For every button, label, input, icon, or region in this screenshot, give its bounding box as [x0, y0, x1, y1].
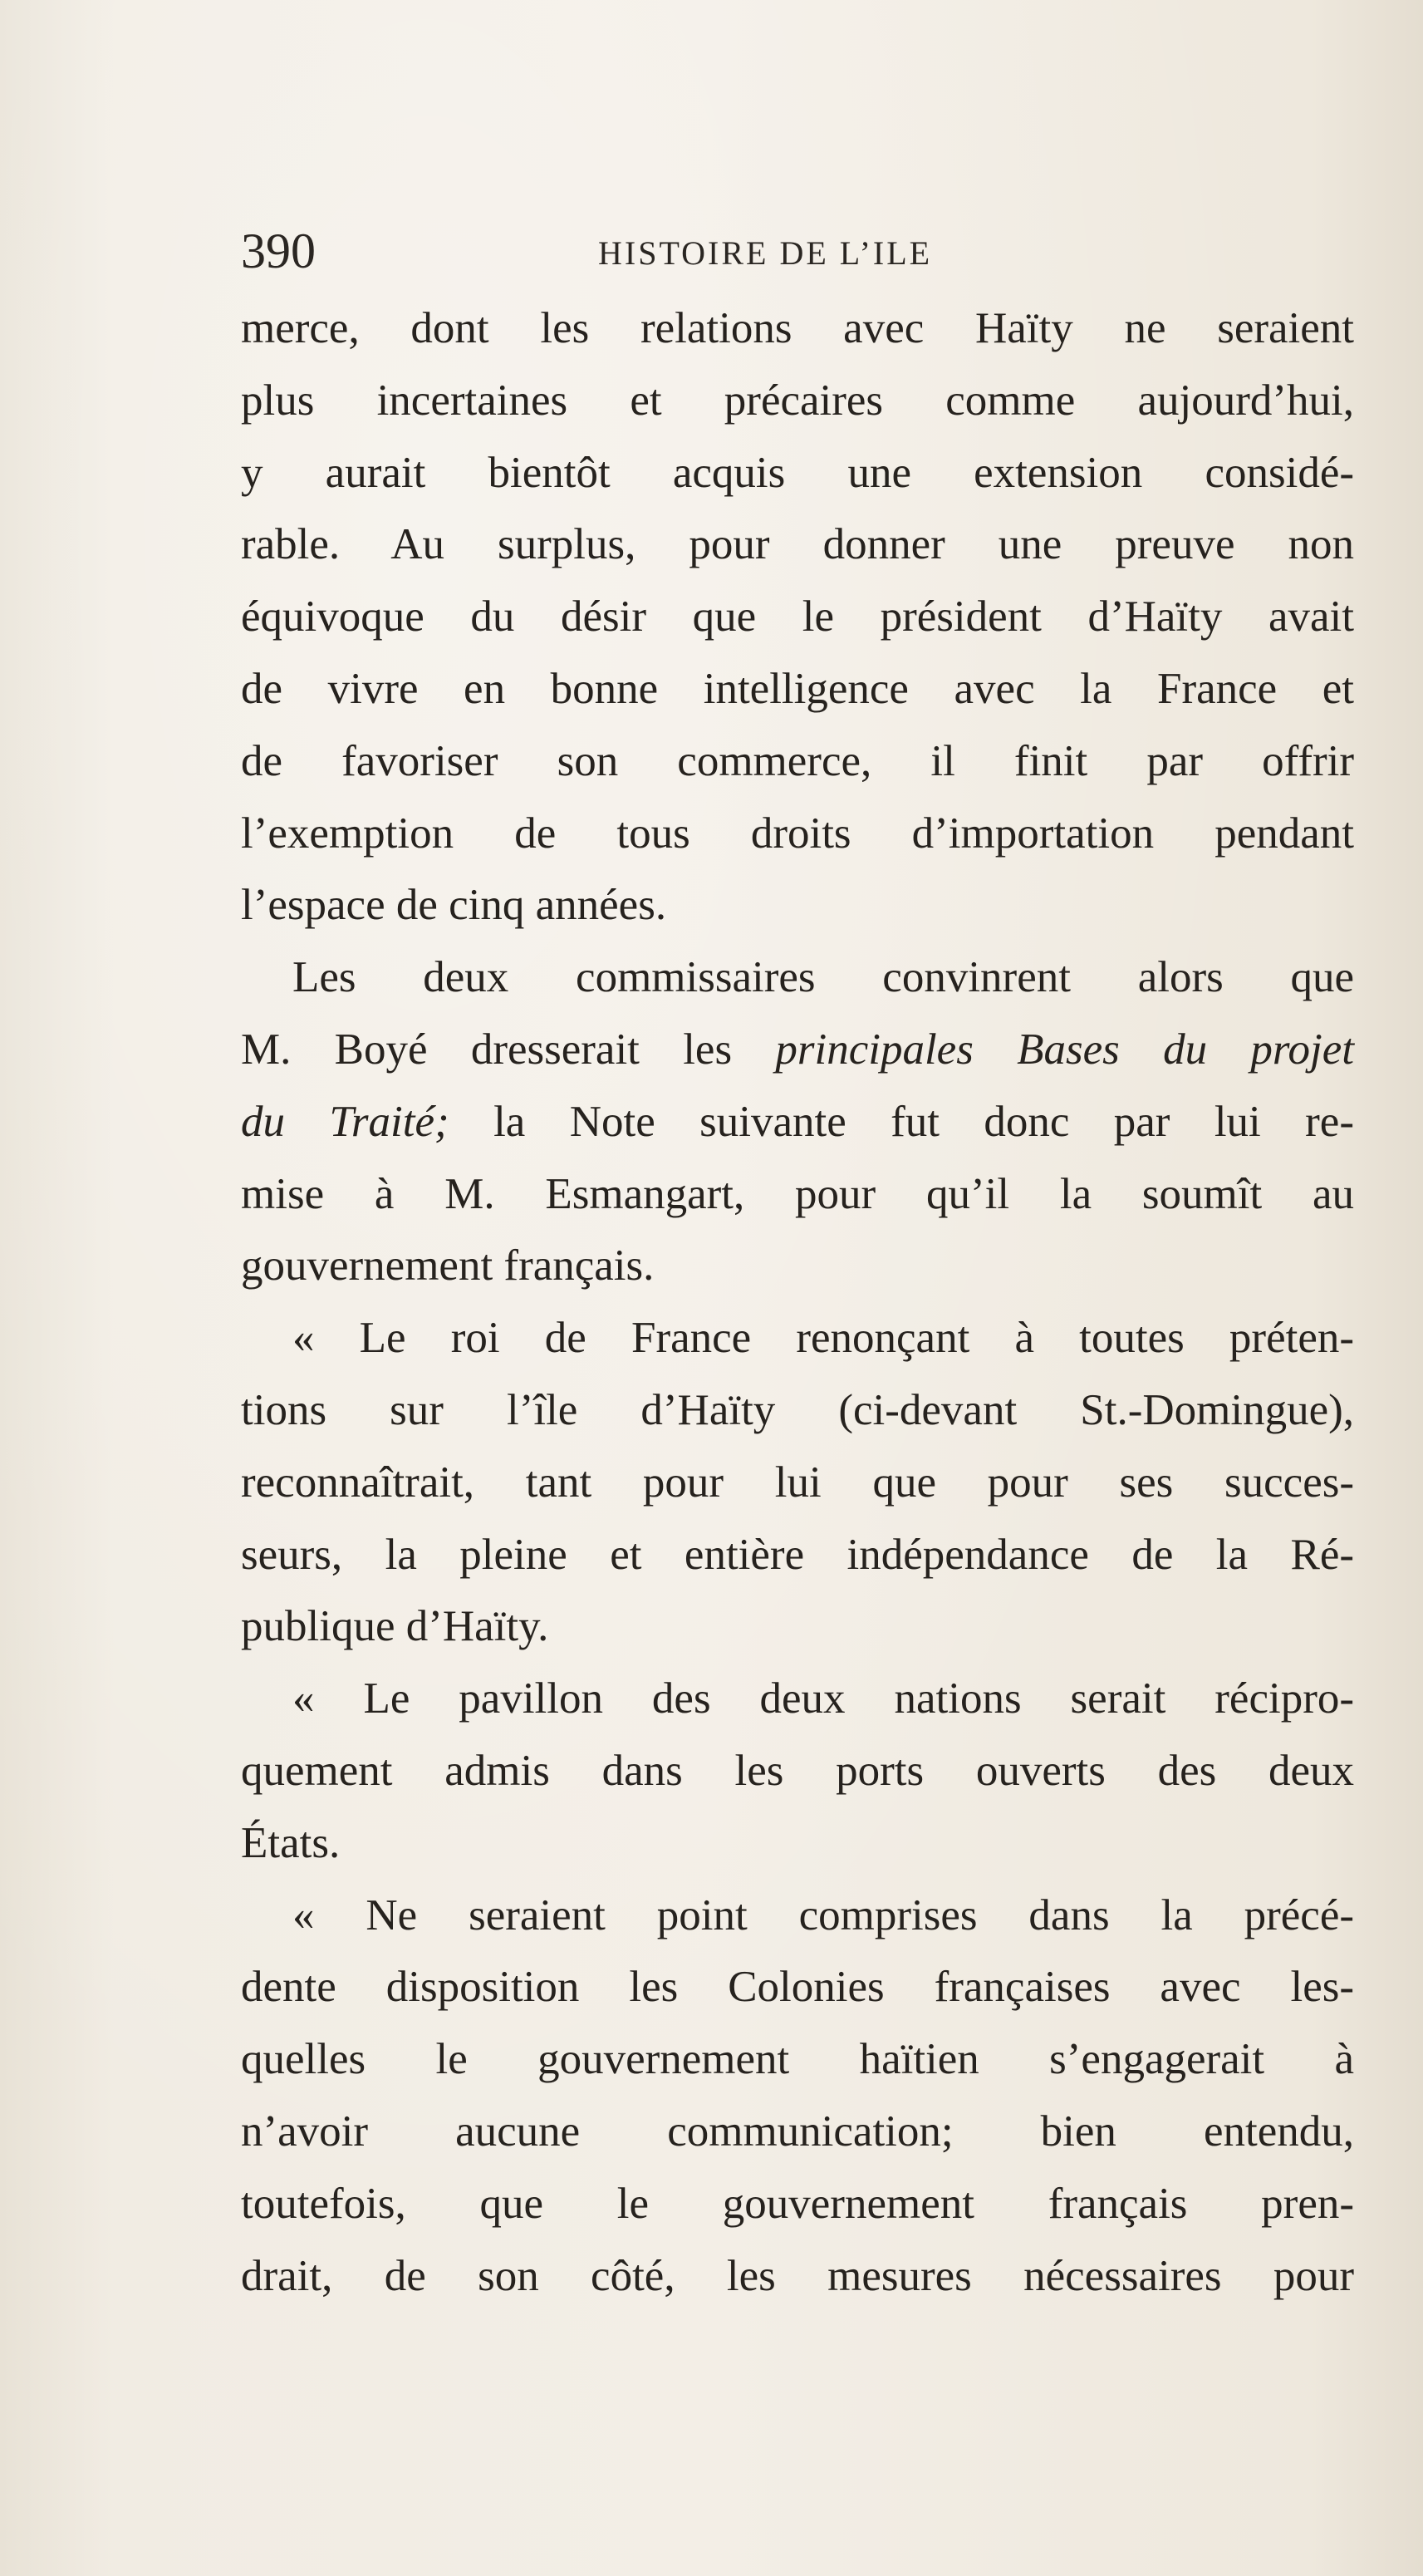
page-header — [241, 218, 1354, 284]
text-line: l’espace de cinq années. — [241, 881, 667, 930]
italic-text: du Traité; — [241, 1097, 449, 1146]
text-line: gouvernement français. — [241, 1241, 655, 1290]
text-line: quement admis dans les ports ouverts des deux — [241, 1746, 1354, 1795]
text-line: plus incertaines et précaires comme aujourd’hui, — [241, 376, 1354, 425]
text-line: toutefois, que le gouvernement français pren- — [241, 2179, 1354, 2228]
text-line: publique d’Haïty. — [241, 1602, 549, 1651]
page-number: 390 — [241, 224, 316, 278]
text-line: dente disposition les Colonies françaises avec les- — [241, 1963, 1354, 2012]
text-line: y aurait bientôt acquis une extension considé- — [241, 448, 1354, 497]
text-line: quelles le gouvernement haïtien s’engagerait à — [241, 2035, 1354, 2084]
text-line: tions sur l’île d’Haïty (ci-devant St.-Domingue), — [241, 1385, 1354, 1434]
running-head: HISTOIRE DE L’ILE — [598, 234, 933, 272]
body-text — [241, 293, 1354, 2312]
italic-text: principales Bases du projet — [775, 1025, 1354, 1074]
text-line: de favoriser son commerce, il finit par offrir — [241, 736, 1354, 785]
text-line: de vivre en bonne intelligence avec la France et — [241, 664, 1354, 713]
text-line: merce, dont les relations avec Haïty ne seraient — [241, 304, 1354, 352]
text-line: du Traité; la Note suivante fut donc par lui re- — [241, 1097, 1354, 1146]
text-line: « Le pavillon des deux nations serait récipro- — [292, 1674, 1354, 1723]
text-line: M. Boyé dresserait les principales Bases du projet — [241, 1025, 1354, 1074]
text-line: États. — [241, 1818, 341, 1867]
text-line: l’exemption de tous droits d’importation pendant — [241, 809, 1354, 858]
text-line: mise à M. Esmangart, pour qu’il la soumît au — [241, 1169, 1354, 1218]
text-line: n’avoir aucune communication; bien entendu, — [241, 2107, 1354, 2156]
text-line: rable. Au surplus, pour donner une preuve non — [241, 520, 1354, 569]
text-line: « Ne seraient point comprises dans la précé- — [292, 1890, 1354, 1939]
text-line: Les deux commissaires convinrent alors que — [292, 953, 1354, 1002]
text-line: seurs, la pleine et entière indépendance de la Ré- — [241, 1530, 1354, 1579]
text-line: équivoque du désir que le président d’Haïty avait — [241, 592, 1354, 642]
text-line: drait, de son côté, les mesures nécessaires pour — [241, 2251, 1354, 2300]
text-line: reconnaîtrait, tant pour lui que pour ses succes- — [241, 1458, 1354, 1507]
text-line: « Le roi de France renonçant à toutes préten- — [292, 1314, 1354, 1363]
